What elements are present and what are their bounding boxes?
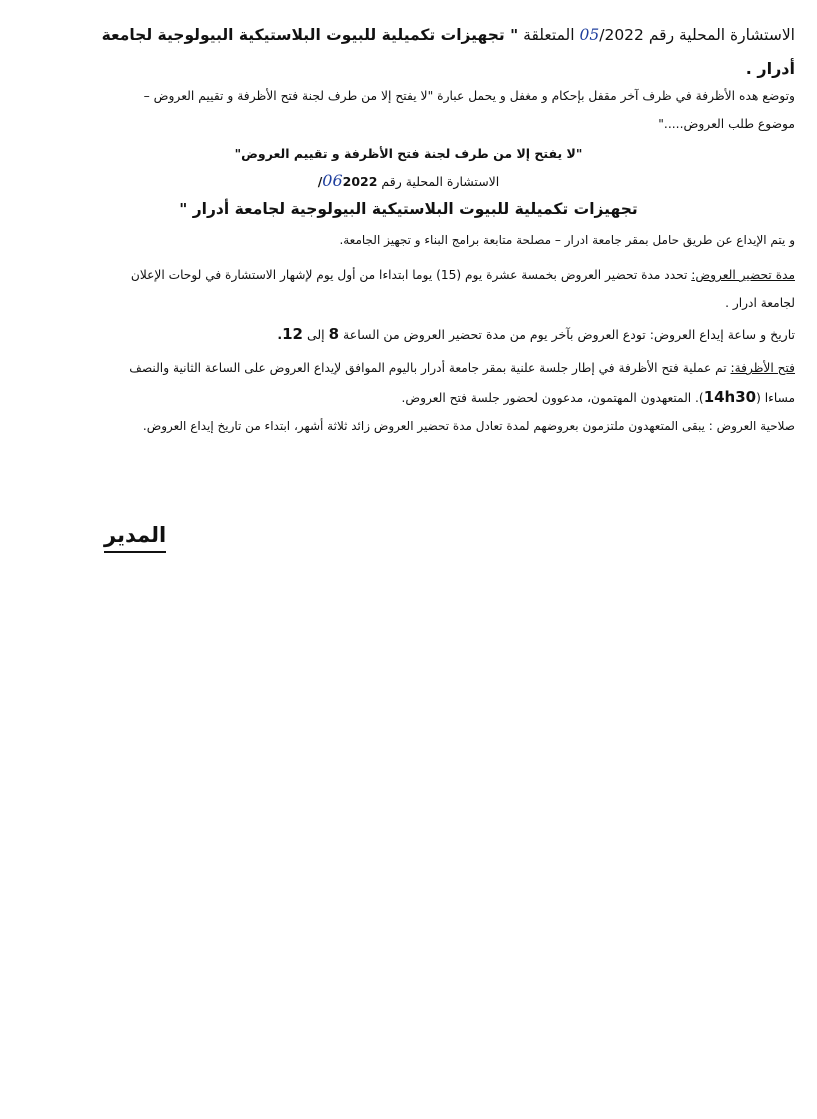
header-prefix: الاستشارة المحلية رقم — [648, 26, 795, 44]
center-line-2 — [0, 168, 817, 195]
center-ref-year: 2022/ — [317, 174, 378, 189]
opening-line — [20, 355, 795, 381]
deposit-time-to: 12 — [282, 325, 303, 343]
deposit-time-text: تاريخ و ساعة إيداع العروض: تودع العروض بآخر يوم من مدة تحضير العروض من الساعة — [339, 327, 795, 342]
opening-cont — [20, 383, 795, 412]
opening-text: تم عملية فتح الأظرفة في إطار جلسة علنية بمقر جامعة أدرار باليوم الموافق لإيداع العروض على الساعة الثانية والنصف — [129, 361, 731, 375]
header-ref-number: 05 — [579, 26, 600, 44]
deposit-time-line — [20, 320, 795, 349]
opening-time: 14h30 — [703, 388, 757, 406]
center-title: تجهيزات تكميلية للبيوت البلاستيكية البيولوجية لجامعة أدرار " — [179, 200, 638, 218]
header-middle: المتعلقة — [518, 26, 575, 44]
deposit-time-end: . — [277, 327, 283, 342]
prep-duration-line — [20, 262, 795, 288]
center-line-1: "لا يفتح إلا من طرف لجنة فتح الأظرفة و تقييم العروض" — [234, 146, 583, 161]
center-ref-number: 06 — [322, 171, 343, 190]
validity-line: صلاحية العروض : يبقى المتعهدون ملتزمون بعروضهم لمدة تعادل مدة تحضير العروض زائد ثلاثة أشهر، ابتداء من تاريخ إيداع العروض. — [142, 419, 795, 433]
header-line — [20, 20, 795, 50]
prep-duration-cont: لجامعة ادرار . — [725, 296, 795, 310]
deposit-line: و يتم الإيداع عن طريق حامل بمقر جامعة ادرار – مصلحة متابعة برامج البناء و تجهيز الجامعة. — [339, 233, 795, 247]
deposit-time-from: 8 — [328, 325, 340, 343]
header-subject-cont: أدرار . — [745, 59, 795, 78]
opening-cont-suffix: ). المتعهدون المهتمون، مدعوون لحضور جلسة فتح العروض. — [401, 391, 704, 405]
envelope-line-1: وتوضع هده الأظرفة في ظرف آخر مقفل بإحكام و مغفل و يحمل عبارة "لا يفتح إلا من طرف لجنة فتح الأظرفة و تقييم العروض – — [143, 89, 795, 103]
signature-title: المدير — [104, 520, 166, 553]
prep-duration-text: تحدد مدة تحضير العروض بخمسة عشرة يوم (15) يوما ابتداءا من أول يوم لإشهار الاستشارة في لوحات الإعلان — [130, 268, 692, 282]
center-ref-prefix: الاستشارة المحلية رقم — [381, 174, 500, 189]
prep-duration-label: مدة تحضير العروض: — [691, 268, 795, 282]
header-ref-year: /2022 — [599, 26, 644, 44]
opening-label: فتح الأظرفة: — [730, 361, 795, 375]
opening-cont-prefix: مساءا ( — [756, 391, 795, 405]
envelope-line-2: موضوع طلب العروض....." — [658, 117, 795, 131]
header-subject: " تجهيزات تكميلية للبيوت البلاستيكية البيولوجية لجامعة — [101, 26, 519, 44]
deposit-time-mid: إلى — [302, 327, 329, 342]
